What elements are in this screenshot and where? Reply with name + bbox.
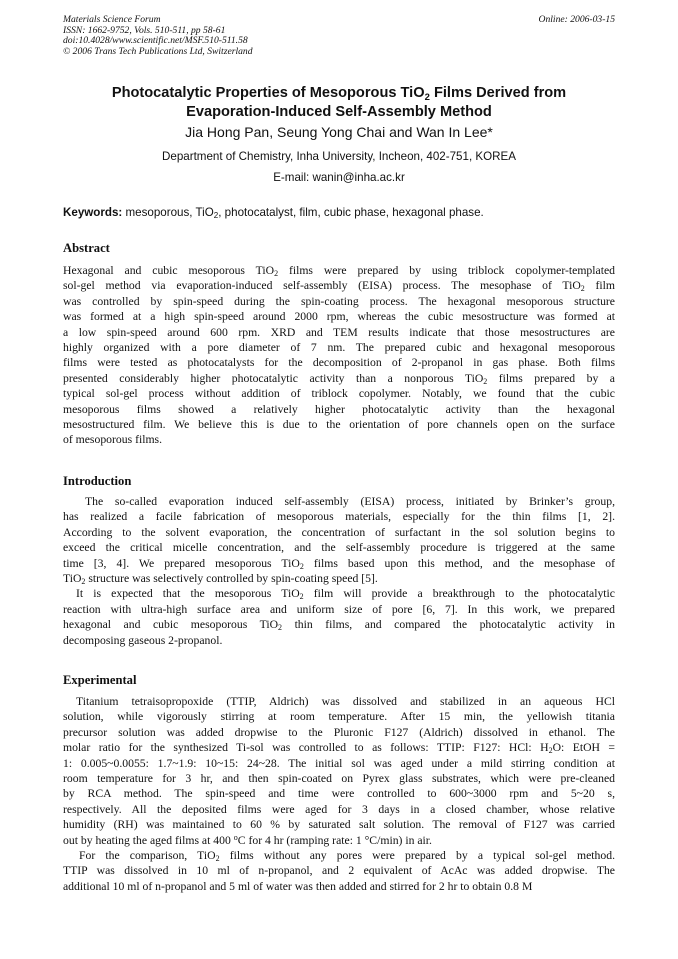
text-line: highly organized with a pore diameter of 7 nm. The prepared cubic and hexagonal mesoporous	[63, 340, 615, 354]
journal-header	[63, 15, 615, 57]
text-line: humidity (RH) was maintained to 60 % by saturated salt solution. The removal of F127 was carried	[63, 818, 615, 832]
paper-title	[40, 84, 638, 121]
experimental-heading: Experimental	[63, 673, 137, 687]
title-line-1: Photocatalytic Properties of Mesoporous TiO$_2$ Films Derived from	[111, 85, 567, 103]
text-line: 1: 0.005~0.0055: 1.7~1.9: 10~15: 24~28. The initial sol was aged under a mild stirring condition at	[63, 756, 615, 770]
text-line: of mesoporous films.	[63, 433, 163, 447]
text-line: presented considerably higher photocatalytic activity than a nonporous TiO$_2$ films prepared by a	[63, 371, 615, 386]
text-line: additional 10 ml of n-propanol and 5 ml of water was then added and stirred for 2 hr to obtain 0.8 M	[63, 879, 533, 893]
text-line: mesoporous films showed a relatively higher photocatalytic activity than the hexagonal	[63, 402, 615, 416]
text-line: hexagonal and cubic mesoporous TiO$_2$ thin films, and compared the photocatalytic activity in	[63, 618, 615, 633]
copyright-line: © 2006 Trans Tech Publications Ltd, Switzerland	[63, 45, 253, 57]
text-line: out by heating the aged films at 400 $^o$C for 4 hr (ramping rate: 1 °C/min) in air.	[63, 832, 432, 847]
text-line: respectively. All the deposited films were aged for 3 days in a closed chamber, whose relative	[63, 802, 615, 816]
keywords: Keywords: mesoporous, TiO$_2$, photocatalyst, film, cubic phase, hexagonal phase.	[63, 206, 484, 220]
text-line: TTIP was dissolved in 10 ml of n-propanol, and 2 equivalent of AcAc was added dropwise. The	[63, 864, 615, 878]
text-line: reaction with ultra-high surface area and uniform size of pore [6, 7]. In this work, we prepared	[63, 602, 615, 616]
doi-line[interactable]: doi:10.4028/www.scientific.net/MSF.510-511.58	[63, 35, 248, 47]
experimental-body	[63, 694, 615, 894]
text-line: Hexagonal and cubic mesoporous TiO$_2$ films were prepared by using triblock copolymer-templated	[63, 264, 615, 278]
text-line: solution, while vigorously stirring at room temperature. After 15 min, the yellowish titania	[63, 710, 615, 724]
abstract-body	[63, 263, 615, 448]
abstract-heading: Abstract	[63, 241, 110, 255]
affiliation: Department of Chemistry, Inha University, Incheon, 402-751, KOREA	[162, 150, 516, 163]
text-line: has realized a facile fabrication of mesoporous materials, especially for the thin films [1, 2].	[63, 510, 615, 524]
introduction-body	[63, 494, 615, 648]
text-line: molar ratio for the synthesized Ti-sol was controlled to as follows: TTIP: F127: HCl: $H_2O$: EtOH =	[63, 741, 616, 756]
text-line: decomposing gaseous 2-propanol.	[63, 633, 223, 647]
text-line: mesostructured film. We believe this is due to the orientation of pore channels open on the surface	[63, 417, 615, 431]
text-line: TiO$_2$ structure was selectively controlled by spin-coating speed [5].	[63, 571, 378, 586]
keywords-label: Keywords:	[63, 206, 123, 219]
text-line: was formed at a high spin-speed around 2000 rpm, whereas the cubic mesostructure was formed at	[63, 310, 615, 324]
title-line-2: Evaporation-Induced Self-Assembly Method	[186, 103, 492, 120]
text-line: sol-gel method via evaporation-induced self-assembly (EISA) process. The mesophase of TiO$_2$ film	[63, 279, 615, 294]
text-line: films were tested as photocatalysts for the decomposition of 2-propanol in gas phase. Both films	[63, 356, 615, 370]
contact-email[interactable]: E-mail: wanin@inha.ac.kr	[273, 171, 405, 184]
text-line: a low spin-speed around 600 rpm. XRD and TEM results indicate that those mesostructures are	[63, 325, 615, 339]
online-date: Online: 2006-03-15	[538, 14, 615, 25]
text-line: room temperature for 3 hr, and then spin-coated on Pyrex glass substrates, which were pre-cleaned	[63, 771, 615, 785]
text-line: exceed the critical micelle concentration, and the self-assembly procedure is triggered at the same	[63, 541, 615, 555]
text-line: precursor solution was added dropwise to the Pluronic F127 (Aldrich) dissolved in ethanol. The	[63, 725, 615, 739]
text-line: by RCA method. The spin-speed and time were controlled to 600~3000 rpm and 5~20 s,	[63, 787, 615, 801]
text-line: It is expected that the mesoporous TiO$_2$ film will provide a breakthrough to the photocatalytic	[76, 587, 615, 602]
introduction-heading: Introduction	[63, 474, 132, 488]
text-line: Titanium tetraisopropoxide (TTIP, Aldrich) was dissolved and stabilized in an aqueous HCl	[76, 695, 615, 708]
author-list: Jia Hong Pan, Seung Yong Chai and Wan In Lee*	[185, 124, 493, 140]
issn-line: ISSN: 1662-9752, Vols. 510-511, pp 58-61	[63, 24, 226, 36]
text-line: According to the solvent evaporation, the concentration of surfactant in the sol solution begins to	[63, 525, 615, 539]
text-line: was controlled by spin-speed during the spin-coating process. The hexagonal mesoporous structure	[63, 294, 615, 308]
text-line: time [3, 4]. We prepared mesoporous TiO$_2$ films based upon this method, and the mesophase of	[63, 556, 616, 571]
text-line: The so-called evaporation induced self-assembly (EISA) process, initiated by Brinker’s group,	[85, 495, 615, 508]
text-line: typical sol-gel process without addition of triblock copolymer. Notably, we found that the cubic	[63, 387, 615, 401]
journal-name: Materials Science Forum	[63, 14, 161, 25]
text-line: For the comparison, TiO$_2$ films without any pores were prepared by a typical sol-gel method.	[79, 848, 616, 863]
